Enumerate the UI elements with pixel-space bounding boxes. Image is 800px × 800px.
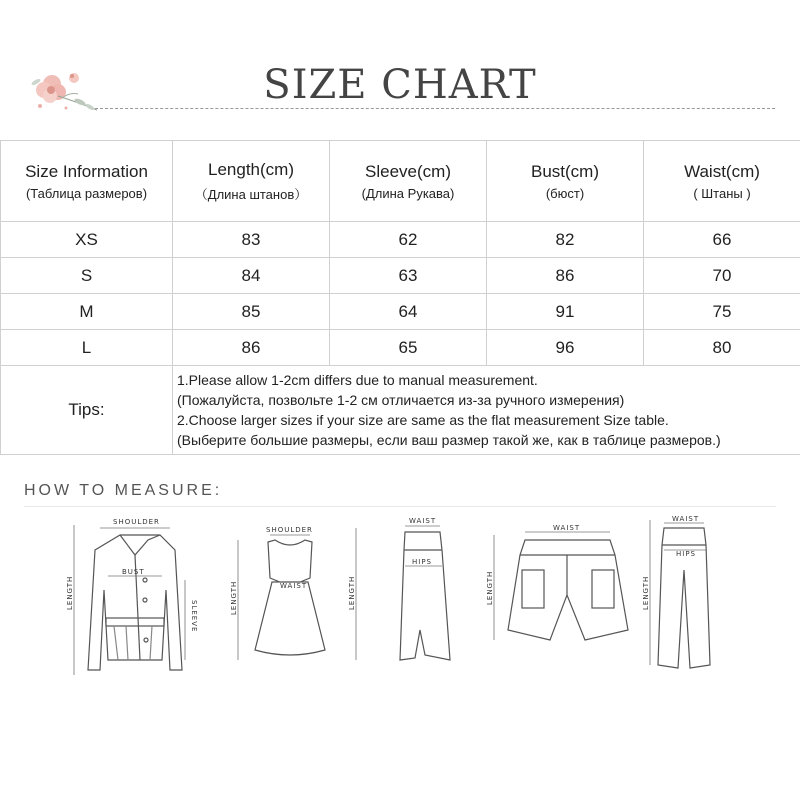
column-header-size: Size Information (Таблица размеров) [1, 141, 173, 222]
table-header-row [1, 141, 800, 222]
table-row [1, 258, 800, 294]
label-waist: WAIST [280, 582, 308, 590]
label-length: LENGTH [348, 575, 356, 610]
cell-sleeve: 63 [330, 258, 487, 294]
header [0, 0, 800, 130]
cell-length: 83 [173, 222, 330, 258]
label-shoulder: SHOULDER [113, 518, 160, 526]
tips-text [173, 366, 800, 455]
label-waist: WAIST [672, 515, 700, 523]
skirt-illustration [400, 532, 450, 660]
label-hips: HIPS [676, 550, 696, 558]
label-hips: HIPS [412, 558, 432, 566]
column-header-bust: Bust(cm) (бюст) [487, 141, 644, 222]
cell-bust: 86 [487, 258, 644, 294]
dress-illustration [255, 540, 325, 655]
tips-label: Tips: [1, 366, 173, 455]
cell-size: S [1, 258, 173, 294]
page-title: SIZE CHART [263, 62, 537, 108]
pants-illustration [658, 528, 710, 668]
cell-bust: 96 [487, 330, 644, 366]
measurement-illustrations [0, 510, 800, 790]
label-waist: WAIST [409, 517, 437, 525]
cell-waist: 75 [644, 294, 800, 330]
cell-length: 84 [173, 258, 330, 294]
label-length: LENGTH [642, 575, 650, 610]
cell-waist: 66 [644, 222, 800, 258]
table-row [1, 294, 800, 330]
label-length: LENGTH [66, 575, 74, 610]
label-shoulder: SHOULDER [266, 526, 313, 534]
cell-bust: 91 [487, 294, 644, 330]
tip-line: (Пожалуйста, позвольте 1-2 см отличается из-за ручного измерения) [177, 392, 625, 408]
table-row [1, 222, 800, 258]
how-to-measure-divider [24, 506, 776, 507]
label-length: LENGTH [230, 580, 238, 615]
cell-size: L [1, 330, 173, 366]
table-row [1, 330, 800, 366]
tips-row [1, 366, 800, 455]
title-divider [95, 108, 775, 109]
cell-size: XS [1, 222, 173, 258]
jacket-illustration [88, 535, 182, 670]
column-header-waist: Waist(cm) ( Штаны ) [644, 141, 800, 222]
shorts-illustration [508, 540, 628, 640]
tip-line: 2.Choose larger sizes if your size are same as the flat measurement Size table. [177, 412, 669, 428]
cell-size: M [1, 294, 173, 330]
label-sleeve: SLEEVE [190, 600, 198, 633]
cell-length: 86 [173, 330, 330, 366]
label-length: LENGTH [486, 570, 494, 605]
cell-sleeve: 64 [330, 294, 487, 330]
column-header-sleeve: Sleeve(cm) (Длина Рукава) [330, 141, 487, 222]
how-to-measure-title: HOW TO MEASURE: [24, 482, 223, 499]
cell-waist: 70 [644, 258, 800, 294]
tip-line: 1.Please allow 1-2cm differs due to manual measurement. [177, 372, 538, 388]
cell-waist: 80 [644, 330, 800, 366]
column-header-length: Length(cm) （Длина штанов） [173, 141, 330, 222]
size-table [0, 140, 800, 455]
label-waist: WAIST [553, 524, 581, 532]
cell-length: 85 [173, 294, 330, 330]
tip-line: (Выберите большие размеры, если ваш размер такой же, как в таблице размеров.) [177, 432, 721, 448]
cell-sleeve: 65 [330, 330, 487, 366]
label-bust: BUST [122, 568, 145, 576]
cell-bust: 82 [487, 222, 644, 258]
cell-sleeve: 62 [330, 222, 487, 258]
